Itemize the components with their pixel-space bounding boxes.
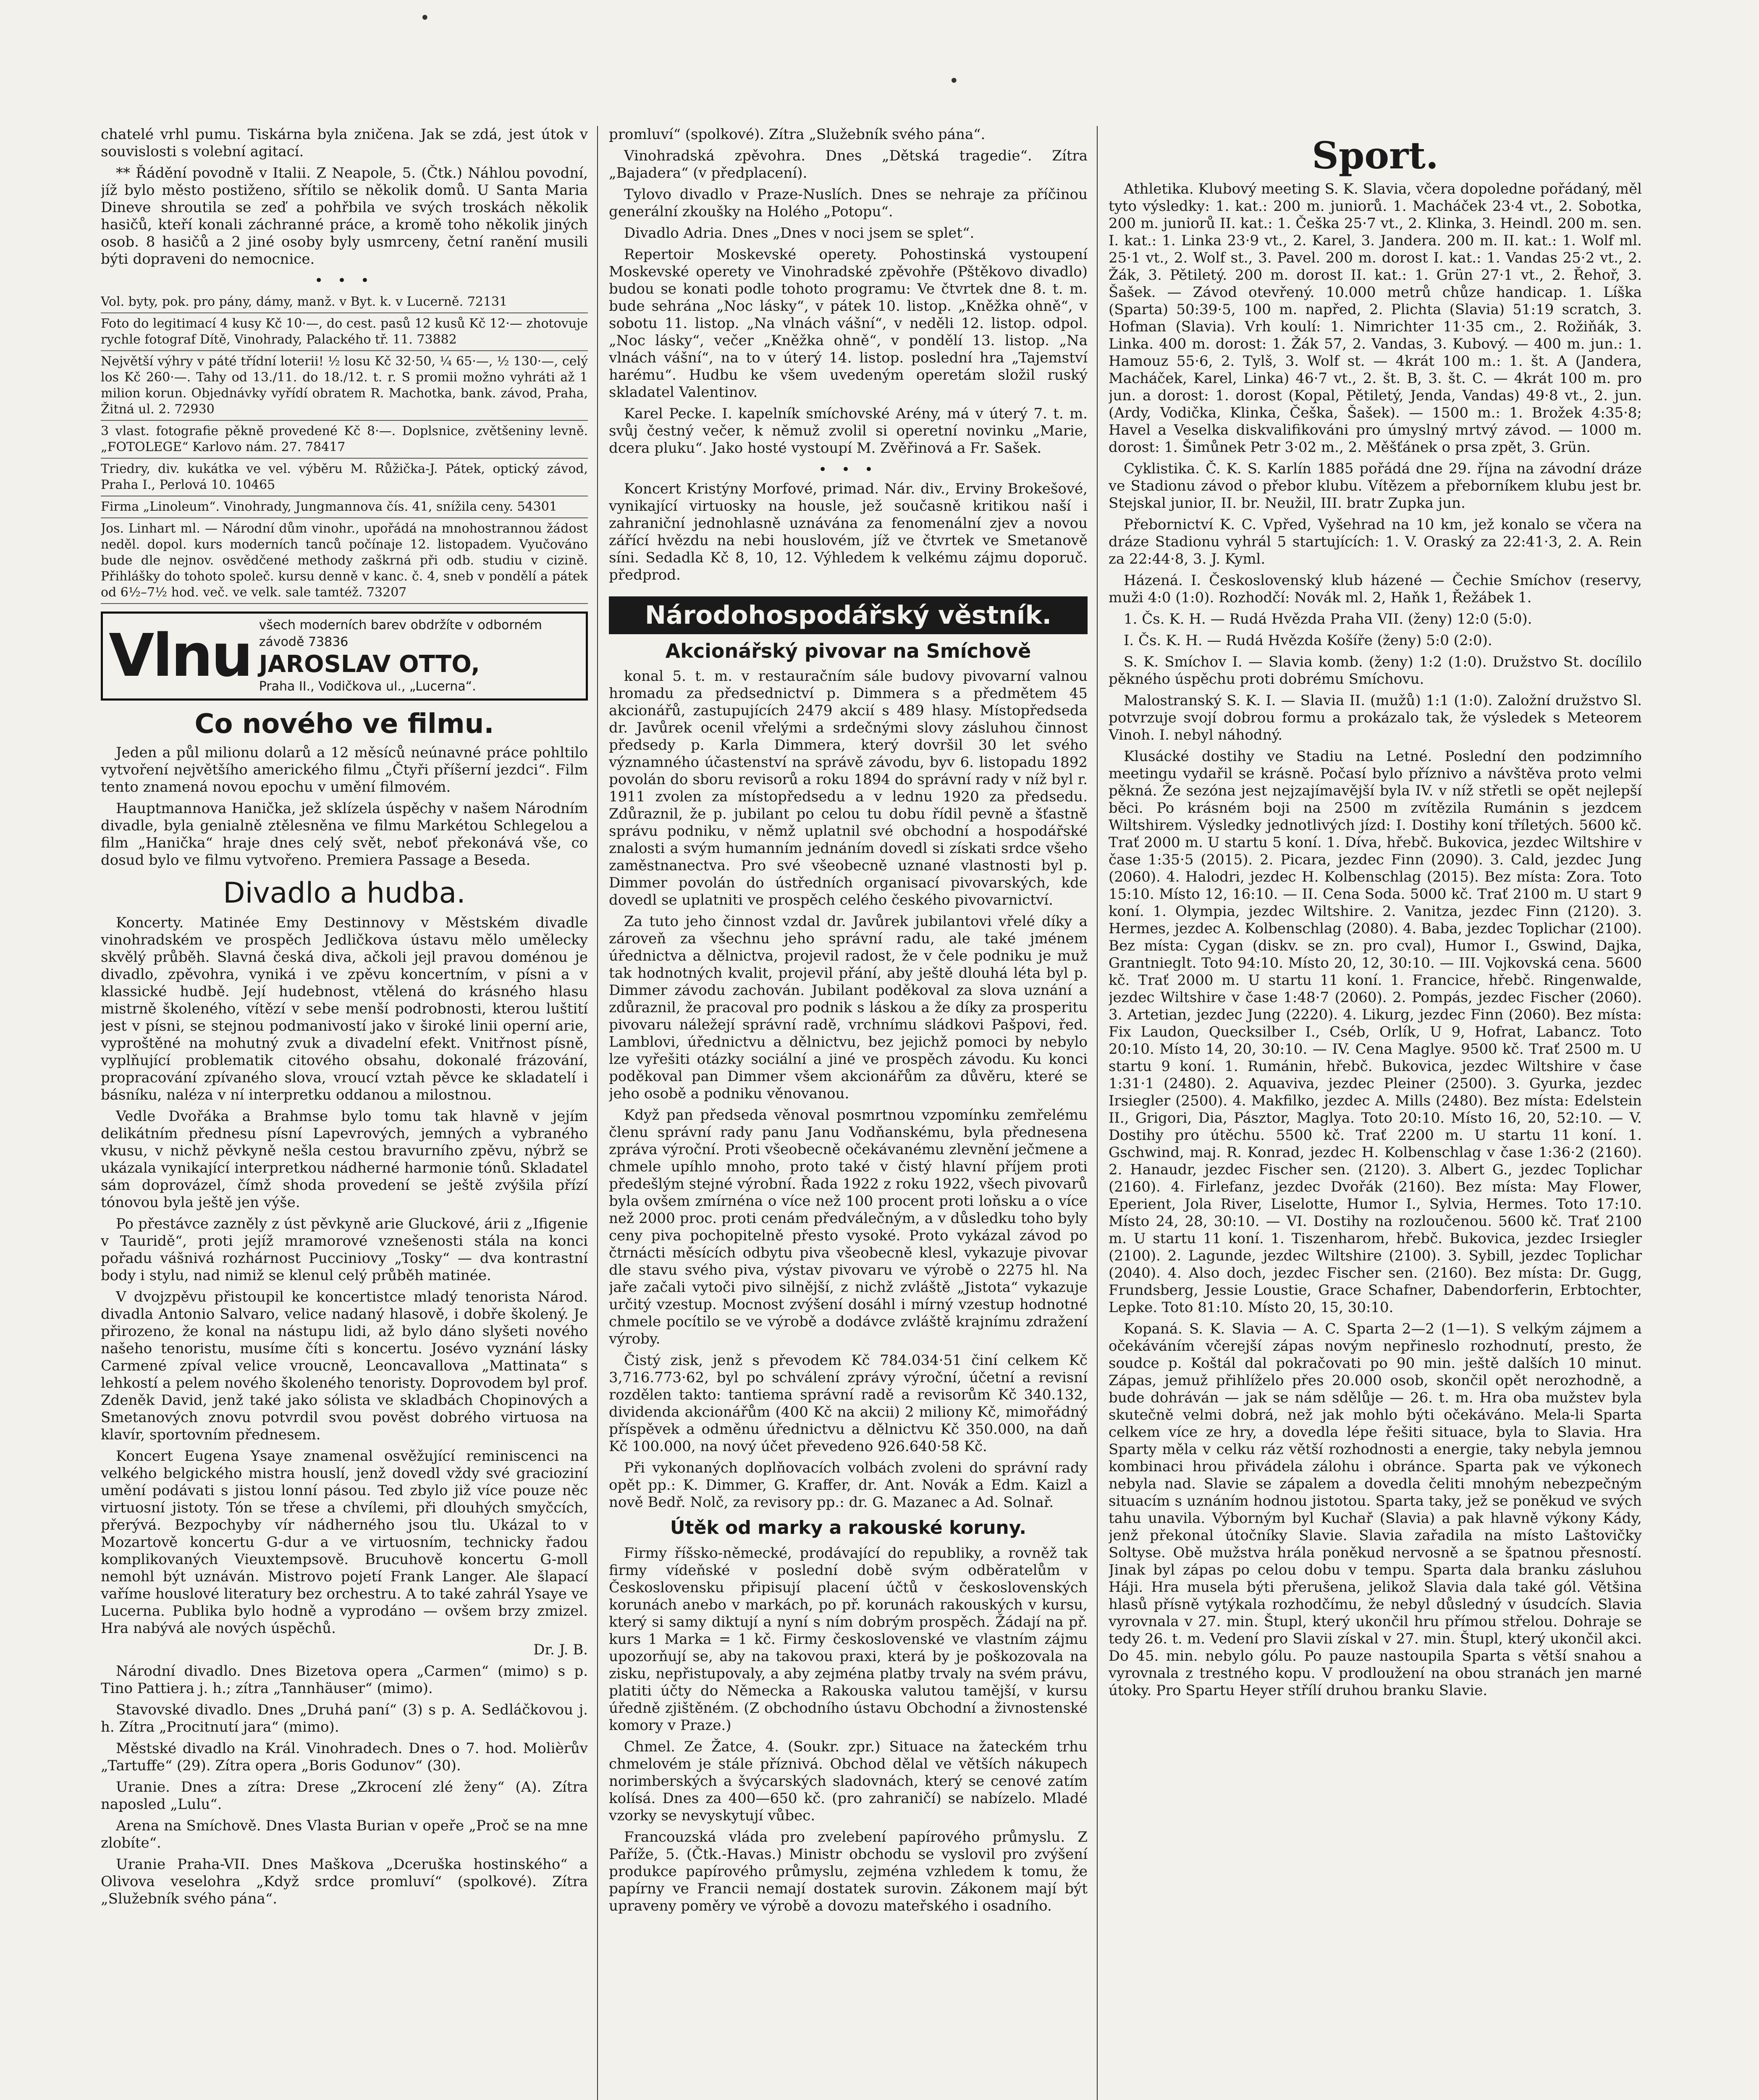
separator-stars: • • • [315, 272, 374, 289]
article-paragraph: Přebornictví K. C. Vpřed, Vyšehrad na 10 km, jež konalo se včera na dráze Stadionu vyhrál 5 startujících: 1. V. Oraský za 22:41·3, 2. A. Rein za 22:44·8, 3. J. Kyml. [1109, 516, 1642, 567]
article-paragraph: V dvojzpěvu přistoupil ke koncertistce mladý tenorista Národ. divadla Antonio Salvaro, velice nadaný hlasově, i dobře školený. Je přirozeno, že konal na nástupu lidi, až bylo dáno slyšeti nového našeho tenoristu, musíme číti s koncertu. Josévo vyznání lásky Carmené zpíval velice vroucně, Leoncavallova „Mattinata“ s lehkostí a pelem nového školeného tenoristy. Doprovodem byl prof. Zdeněk David, jenž také jako sólista ve skladbách Chopinových a Smetanových znovu potvrdil svou pověst dobrého virtuosa na klavír, sportovním přednesem. [101, 1289, 588, 1443]
article-paragraph: Karel Pecke. I. kapelník smíchovské Arény, má v úterý 7. t. m. svůj čestný večer, k němuž zvolil si operetní novinku „Marie, dcera pluku“. Jako hosté vystoupí M. Zvěřinová a Fr. Sašek. [609, 405, 1088, 457]
banner-top-text: všech moderních barev obdržíte v odborném závodě 73836 [259, 618, 542, 649]
classified-ad: Foto do legitimací 4 kusy Kč 10·—, do cest. pasů 12 kusů Kč 12·— zhotovuje rychle fotograf Dítě, Vinohrady, Palackého tř. 11. 73882 [101, 313, 588, 351]
article-heading: Akcionářský pivovar na Smíchově [665, 640, 1031, 662]
article-paragraph: Francouzská vláda pro zvelebení papírového průmyslu. Z Paříže, 5. (Čtk.-Havas.) Ministr obchodu se vyslovil pro zvýšení produkce papírového průmyslu, zejména vzhledem k tomu, že papírny ve Francii nemají dostatek surovin. Zákonem mají být upraveny poměry ve výrobě a dovozu mateřského i osadního. [609, 1829, 1088, 1914]
classified-ad: Jos. Linhart ml. — Národní dům vinohr., upořádá na mnohostrannou žádost neděl. dopol. kurs moderních tanců počínaje 12. listopadem. Vyučováno bude dle nejnov. osvědčené methody zaškrná při odb. studiu v cizině. Přihlášky do tohoto společ. kursu denně v kanc. č. 4, sneb v pondělí a pátek od 6½–7½ hod. več. ve velk. sale tamtéž. 73207 [101, 518, 588, 604]
article-paragraph: Athletika. Klubový meeting S. K. Slavia, včera dopoledne pořádaný, měl tyto výsledky: 1. kat.: 200 m. juniorů. 1. Macháček 23·4 vt., 2. Sobotka, 200 m. juniorů II. kat.: 1. Češka 25·7 vt., 2. Klinka, 3. Heindl. 200 m. sen. I. kat.: 1. Linka 23·9 vt., 2. Karel, 3. Jandera. 200 m. II. kat.: 1. Wolf ml. 25·1 vt., 2. Wolf st., 3. Pavel. 200 m. dorost I. kat.: 1. Vandas 25·2 vt., 2. Žák, 3. Pětiletý. 200 m. dorost II. kat.: 1. Grün 27·1 vt., 2. Řehoř, 3. Šašek. — Závod otevřený. 10.000 metrů chůze handicap. 1. Líška (Sparta) 50:39·5, 100 m. napřed, 2. Plichta (Slavia) 51:19 scratch, 3. Hofman (Slavia). Vrh koulí: 1. Nimrichter 11·35 cm., 2. Rožiňák, 3. Linka. 400 m. dorost: 1. Žák 57, 2. Vandas, 3. Kubový. — 400 m. jun.: 1. Hamouz 55·6, 2. Tylš, 3. Wolf st. — 4krát 100 m.: 1. št. A (Jandera, Macháček, Karel, Linka) 46·7 vt., 2. št. B, 3. št. C. — 4krát 100 m. pro jun. a dorost: 1. dorost (Kopal, Pětiletý, Jenda, Vandas) 49·8 vt., 2. jun. (Ardy, Vodička, Klinka, Češka, Šašek). — 1500 m.: 1. Brožek 4:35·8; Havel a Veselka diskvalifikováni pro úmyslný mrtvý závod. — 1000 m. dorost: 1. Šimůnek Petr 3·02 m., 2. Měšťánek o prsa zpět, 3. Grün. [1109, 181, 1642, 456]
column-rule [597, 126, 598, 2100]
article-paragraph: Národní divadlo. Dnes Bizetova opera „Carmen“ (mimo) s p. Tino Pattiera j. h.; zítra „Tannhäuser“ (mimo). [101, 1663, 588, 1697]
column-2 [609, 126, 1088, 2100]
article-paragraph: Klusácké dostihy ve Stadiu na Letné. Poslední den podzimního meetingu vydařil se krásně. Počasí bylo příznivo a návštěva proto velmi pěkná. Že sezóna jest nejzajímavější byla IV. v níž střetli se opět nejlepší běci. Po krásném boji na 2500 m zvítězila Rumánin s jezdcem Wiltshirem. Výsledky jednotlivých jízd: I. Dostihy koní tříletých. 5600 kč. Trať 2000 m. U startu 5 koní. 1. Díva, hřebč. Bukovica, jezdec Wiltshire v čase 1:35·5 (2015). 2. Picara, jezdec Finn (2090). 3. Cald, jezdec Jung (2060). 4. Halodri, jezdec H. Kolbenschlag (2015). Bez místa: Zora. Toto 15:10. Místo 12, 16:10. — II. Cena Soda. 5000 kč. Trať 2100 m. U start 9 koní. 1. Olympia, jezdec Wiltshire. 2. Vanitza, jezdec Finn (2120). 3. Hermes, jezdec A. Kolbenschlag (2080). 4. Baba, jezdec Toplichar (2100). Bez místa: Cygan (diskv. se zn. pro cval), Humor I., Gswind, Dajka, Grantnieglt. Toto 94:10. Místo 20, 12, 30:10. — III. Vojkovská cena. 5600 kč. Trať 2000 m. U startu 11 koní. 1. Francice, hřebč. Ringenwalde, jezdec Wiltshire v čase 1:48·7 (2060). 2. Pompás, jezdec Fischer (2060). 3. Artetian, jezdec Jung (2220). 4. Likurg, jezdec Finn (2060). Bez místa: Fix Laudon, Quecksilber I., Cséb, Orlík, U 9, Hofrat, Labancz. Toto 20:10. Místo 14, 20, 30:10. — IV. Cena Maglye. 9500 kč. Trať 2500 m. U startu 9 koní. 1. Rumánin, hřebč. Bukovica, jezdec Wiltshire v čase 1:31·1 (2480). 2. Aquaviva, jezdec Pleiner (2500). 3. Gyurka, jezdec Irsiegler (2500). 4. Makfilko, jezdec A. Mills (2480). Bez místa: Edelstein II., Grigori, Dia, Pásztor, Maglya. Toto 20:10. Místo 16, 20, 52:10. — V. Dostihy pro útěchu. 5500 kč. Trať 2200 m. U startu 11 koní. 1. Gschwind, maj. R. Konrad, jezdec H. Kolbenschlag v čase 1:36·2 (2160). 2. Hanaudr, jezdec Fischer sen. (2120). 3. Albert G., jezdec Toplichar (2160). 4. Firlefanz, jezdec Dvořák (2160). Bez místa: May Flower, Eperient, Jola River, Liselotte, Humor I., Sylvia, Hermes. Toto 17:10. Místo 24, 28, 30:10. — VI. Dostihy na rozloučenou. 5600 kč. Trať 2100 m. U startu 11 koní. 1. Tiszenharom, hřebč. Bukovica, jezdec Irsiegler (2100). 2. Lagunde, jezdec Wiltshire (2100). 3. Sybill, jezdec Toplichar (2040). 4. Also doch, jezdec Fischer sen. (2160). Bez místa: Dr. Gugg, Frundsberg, Jessie Loustie, Grace Schafner, Dabendorferin, Erbtochter, Lepke. Toto 81:10. Místo 20, 15, 30:10. [1109, 748, 1642, 1316]
article-paragraph: Uranie Praha-VII. Dnes Maškova „Dceruška hostinského“ a Olivova veselohra „Když srdce promluví“ (spolkové). Zítra „Služebník svého pána“. [101, 1856, 588, 1907]
article-paragraph: konal 5. t. m. v restauračním sále budovy pivovarní valnou hromadu za předsednictví p. Dimmera s a předmětem 45 akcionářů, zastupujících 2479 akcií s 489 hlasy. Místopředseda dr. Javůrek ocenil vřelými a srdečnými slovy zásluhou činnost předsedy p. Karla Dimmera, který dovršil 30 let svého významného účastenství na správě závodu, byv 6. listopadu 1892 povolán do sboru revisorů a roku 1894 do správní rady v níž byl r. 1911 zvolen za místopředsedu a v lednu 1920 za předsedu. Zdůraznil, že p. jubilant po celou tu dobu řídil pevně a šťastně správu podniku, v němž uplatnil své obchodní a hospodářské znalosti a svým humanním jednáním dovedl si získati srdce všeho zaměstnanectva. Pro své všeobecně uznané vlastnosti byl p. Dimmer povolán do ústředních organisací pivovarských, kde dovedl se uplatniti ve prospěch celého českého pivovarnictví. [609, 668, 1088, 908]
article-heading: Útěk od marky a rakouské koruny. [670, 1517, 1027, 1538]
article-paragraph: I. Čs. K. H. — Rudá Hvězda Košíře (ženy) 5:0 (2:0). [1124, 632, 1492, 649]
banner-company-name: JAROSLAV OTTO, [259, 651, 480, 678]
article-paragraph: Stavovské divadlo. Dnes „Druhá paní“ (3) s p. A. Sedláčkovou j. h. Zítra „Procitnutí jara“ (mimo). [101, 1701, 588, 1735]
article-paragraph: Arena na Smíchově. Dnes Vlasta Burian v opeře „Proč se na mne zlobíte“. [101, 1817, 588, 1851]
banner-details [259, 617, 580, 695]
article-paragraph: chatelé vrhl pumu. Tiskárna byla zničena. Jak se zdá, jest útok v souvislosti s volební agitací. [101, 126, 588, 160]
article-paragraph: Koncert Eugena Ysaye znamenal osvěžující reminiscenci na velkého belgického mistra houslí, jenž dovedl vždy své gracioziní umění podávati s jistou lonní pásou. Ted zbylo již více pouze něc virtuosní jistoty. Tón se třese a chvílemi, při dlouhých smyčcích, přerývá. Bezpochyby vír nádherného jsou tlu. Ukázal to v Mozartově koncertu G-dur a ve virtuosním, technicky řadou komplikovaných Vieuxtempsově. Brucuhově koncertu G-moll nemohl být uznáván. Mistrovo pojetí Frank Langer. Ale šlapací vaříme houslové literatury bez orchestru. A to také zahrál Ysaye ve Lucerna. Publika bylo hodně a vyprodáno — ovšem brzy zmizel. Hra nabývá ale nových úspěchů. [101, 1448, 588, 1637]
article-paragraph: Divadlo Adria. Dnes „Dnes v noci jsem se splet“. [624, 225, 975, 242]
article-paragraph: Repertoir Moskevské operety. Pohostinská vystoupení Moskevské operety ve Vinohradské zpěvohře (Pštěkovo divadlo) budou se konati podle tohoto programu: Ve čtvrtek dne 8. t. m. bude sehrána „Noc lásky“, v pátek 10. listop. „Kněžka ohně“, v sobotu 11. listop. „Na vlnách vášní“, v neděli 12. listop. odpol. „Noc lásky“, večer „Kněžka ohně“, v pondělí 13. listop. „Na vlnách vášní“, na to v úterý 14. listop. poslední hra „Tajemství harému“. Hudbu ke všem uvedeným operetám složil ruský skladatel Valentinov. [609, 246, 1088, 401]
section-heading-film: Co nového ve filmu. [194, 709, 494, 740]
article-paragraph: ** Řádění povodně v Italii. Z Neapole, 5. (Čtk.) Náhlou povodní, jíž bylo město postiženo, sřítilo se několik domů. U Santa Maria Dineve shroutila se zeď a pohřbila ve svých troskách několik hasičů, kteří konali záchranné práce, a kromě toho několik jiných osob. 8 hasičů a 2 jiné osoby byly usmrceny, četní ranění musili býti dopraveni do nemocnice. [101, 165, 588, 268]
classified-ad: Firma „Linoleum“. Vinohrady, Jungmannova čís. 41, snížila ceny. 54301 [101, 496, 588, 518]
page-mark: • [420, 8, 430, 28]
article-paragraph: Koncert Kristýny Morfové, primad. Nár. div., Erviny Brokešové, vynikající virtuosky na housle, jež současně kritikou naší i zahraniční jednohlasně uznávána za fenomenální zjev a novou zářící hvězdu na nebi houslovém, jíž ve čtvrtek ve Smetanově síni. Sedadla Kč 8, 10, 12. Výhledem k velkému zájmu doporuč. předprod. [609, 480, 1088, 583]
banner-logo-text: Vlnu [109, 622, 252, 690]
article-paragraph: Vinohradská zpěvohra. Dnes „Dětská tragedie“. Zítra „Bajadera“ (v předplacení). [609, 147, 1088, 181]
separator-stars: • • • [818, 461, 878, 478]
classified-ad: Triedry, div. kukátka ve vel. výběru M. Růžička-J. Pátek, optický závod, Praha I., Perlová 10. 10465 [101, 459, 588, 496]
article-paragraph: Firmy říšsko-německé, prodávající do republiky, a rovněž tak firmy vídeňské v poslední době svým odběratelům v Československu připisují placení účtů v československých korunách anebo v markách, po př. korunách rakouských v kursu, který si samy diktují a nyní s ním dobrým prospěch. Žádají na př. kurs 1 Marka = 1 kč. Firmy československé ve vlastním zájmu upozorňují se, aby na takovou praxi, která by je poškozovala na zisku, nepřistupovaly, a aby zejména platby trvaly na svém právu, platiti účty do Německa a Rakouska valutou tamější, v kursu úředně zjištěném. (Z obchodního ústavu Obchodní a živnostenské komory v Praze.) [609, 1545, 1088, 1734]
article-paragraph: Koncerty. Matinée Emy Destinnovy v Městském divadle vinohradském ve prospěch Jedličkova ústavu mělo umělecky skvělý průběh. Slavná česká diva, ačkoli jejl pravou doménou je divadlo, zpěvohra, vyniká i ve zpěvu koncertním, v písni a v klassické hudbě. Její hudebnost, vtělená do krásného hlasu mistrně školeného, vítězí v sebe menší podrobnosti, kterou luštití jest v písni, se stejnou podmanivostí jako v široké linii operní arie, vyproštěné na mohutný zvuk a divadelní efekt. Vnitřnost písně, vyplňující problematik citového obsahu, dokonalé frázování, propracování zpívaného slova, vroucí vztah pěvce ke skladatelí i básníku, naléza v ní interpretku oddanou a milostnou. [101, 914, 588, 1103]
article-paragraph: Malostranský S. K. I. — Slavia II. (mužů) 1:1 (1:0). Založní družstvo Sl. potvrzuje svojí dobrou formu a prokázalo tak, že výsledek s Meteorem Vinoh. I. nebyl náhodný. [1109, 692, 1642, 743]
article-paragraph: S. K. Smíchov I. — Slavia komb. (ženy) 1:2 (1:0). Družstvo St. docílilo pěkného úspěchu proti dobrému Smíchovu. [1109, 654, 1642, 688]
article-paragraph: Jeden a půl milionu dolarů a 12 měsíců neúnavné práce pohltilo vytvoření největšího amerického filmu „Čtyři příšerní jezdci“. Film tento znamená novou epochu v umění filmovém. [101, 744, 588, 795]
article-paragraph: Kopaná. S. K. Slavia — A. C. Sparta 2—2 (1—1). S velkým zájmem a očekáváním včerejší zápas novým nepřineslo rozhodnutí, presto, že soudce p. Koštál dal pokračovati po 90 min. ještě dalších 10 minut. Zápas, jemuž přihlíželo přes 20.000 osob, skončil opět nerozhodně, a bude dohráván — jak se nám sdělůje — 26. t. m. Hra oba mužstev byla skutečně velmi dobrá, než jak mohlo býti očekáváno. Mela-li Sparta celkem více ze hry, a dovedla lépe řešiti situace, byla to Slavia. Hra Sparty měla v celku ráz větší rozhodnosti a energie, taky nebyla jemnou kombinaci hrou přivádela zálohu i obránce. Sparta pak ve výkonech nebyla nad. Slavie se zápalem a dovedla čeliti mnohým nebezpečným situacím s uznáním hodnou jistotou. Sparta taky, jež se poněkud ve svých tahu unavila. Výborným byl Kuchař (Slavia) a pak hlavně výkony Kády, jenž překonal útočníky Slavie. Slavia zařadila na místo Laštovičky Soltyse. Obě mužstva hrála poněkud nervosně a se špatnou přesností. Jinak byl zápas po celou dobu v tempu. Sparta dala branku zásluhou Háji. Hra musela býti přerušena, jelikož Slavia dala také gól. Většina hlasů přísně vytýkala rozhodčímu, že nebyl důsledný v úsudcích. Slavia vyrovnala v 27. min. Štupl, který ukončil hru přímou střelou. Dohraje se tedy 26. t. m. Vedení pro Slavii získal v 27. min. Štupl, který ukončil akci. Do 45. min. nebylo gólu. Po pauze nastoupila Sparta s větší snahou a vyrovnala z trestného kopu. V prodloužení na obou stranách jen marné útoky. Pro Spartu Heyer střílí druhou branku Slavie. [1109, 1320, 1642, 1699]
article-paragraph: Za tuto jeho činnost vzdal dr. Javůrek jubilantovi vřelé díky a zároveň za všechnu jeho správní radu, ale také jménem úřednictva a dělnictva, projevil radost, že v čele podniku je muž tak hodnotných kvalit, projevil přání, aby ještě dlouhá léta byl p. Dimmer závodu zachován. Jubilant poděkoval za slova uznání a zdůraznil, že pracoval pro podnik s láskou a že díky za prosperitu pivovaru náležejí správní radě, vrchnímu sládkovi Pašpovi, řed. Lamblovi, úřednictvu a dělnictvu, bez jejichž pomoci by nebylo lze vyřešiti otázky sociální a jiné ve prospěch závodu. Ku konci poděkoval pan Dimmer všem akcionářům za důvěru, které se jeho osobě a podniku věnovanou. [609, 913, 1088, 1102]
article-paragraph: Městské divadlo na Král. Vinohradech. Dnes o 7. hod. Molièrův „Tartuffe“ (29). Zítra opera „Boris Godunov“ (30). [101, 1740, 588, 1774]
section-heading-theater: Divadlo a hudba. [223, 877, 466, 910]
article-paragraph: Uranie. Dnes a zítra: Drese „Zkrocení zlé ženy“ (A). Zítra naposled „Lulu“. [101, 1779, 588, 1813]
classified-ad: 3 vlast. fotografie pěkně provedené Kč 8·—. Doplsnice, zvětšeniny levně. „FOTOLEGE“ Karlovo nám. 27. 78417 [101, 421, 588, 459]
section-heading-economy: Národohospodářský věstník. [609, 596, 1088, 634]
article-paragraph: Házená. I. Československý klub házené — Čechie Smíchov (reservy, muži 4:0 (1:0). Rozhodčí: Novák ml. 2, Haňk 1, Řežábek 1. [1109, 572, 1642, 606]
article-paragraph: Když pan předseda věnoval posmrtnou vzpomínku zemřelému členu správní rady panu Janu Vodňanskému, byla přednesena zpráva výroční. Proti všeobecně očekávanému zlevnění ječmene a chmele upíhlo mnoho, proto také v čistý hlavní příjem proti předešlým stejné výrobní. Řada 1922 z roku 1922, všech pivovarů byla ovšem zmírnéna o více než 100 procent proti loňsku a o více než 2000 proc. proti cenám předválečným, a v důsledku toho byly ceny piva pochopitelně přesto vysoké. Proto vykázal závod po čtrnácti měsících odbytu piva všeobecně klesl, vykazuje pivovar dle stavu svého piva, výstav pivovaru ve výrobě o 2275 hl. Na jaře začali vytoči pivo silnější, z nichž zvláště „Jistota“ vykazuje určitý vzestup. Mocnost zvýšení dosáhl i mírný vzestup hodnotné chmele pocítilo se ve výrobě a dodávce zvláště krajnímu zdražení výroby. [609, 1107, 1088, 1347]
article-paragraph: Tylovo divadlo v Praze-Nuslích. Dnes se nehraje za příčinou generální zkoušky na Holého „Potopu“. [609, 186, 1088, 220]
column-1 [101, 126, 588, 2100]
article-paragraph: Cyklistika. Č. K. S. Karlín 1885 pořádá dne 29. října na závodní dráze ve Stadionu závod o přebor klubu. Vítězem a přeborníkem klubu jest br. Stejskal junior, II. br. Neužil, III. bratr Zupka jun. [1109, 460, 1642, 512]
article-paragraph: Chmel. Ze Žatce, 4. (Soukr. zpr.) Situace na žateckém trhu chmelovém je stále příznivá. Obchod dělal ve větších nákupech norimberských a švýcarských sladovnách, který se cenové zatím kolísá. Dnes za 400—650 kč. (pro zahraničí) se nabízelo. Mladé vzorky se nevyskytují vůbec. [609, 1738, 1088, 1824]
classified-ad: Největší výhry v páté třídní loterii! ½ losu Kč 32·50, ¼ 65·—, ½ 130·—, celý los Kč 260·—. Tahy od 13./11. do 18./12. t. r. S promii možno vyhráti až 1 milion korun. Objednávky vyřídí obratem R. Machotka, bank. závod, Praha, Žitná ul. 2. 72930 [101, 351, 588, 421]
article-paragraph: Po přestávce zazněly z úst pěvkyně arie Gluckové, árii z „Ifigenie v Tauridě“, proti jejíž mramorové vznešenosti stála na konci pořadu vášnivá rozhárnost Pucciniovy „Tosky“ — dva kontrastní body i stylu, nad nimiž se klenul celý průběh matinée. [101, 1215, 588, 1284]
article-paragraph: promluví“ (spolkové). Zítra „Služebník svého pána“. [609, 126, 986, 143]
article-paragraph: Čistý zisk, jenž s převodem Kč 784.034·51 činí celkem Kč 3,716.773·62, byl po schválení zprávy výroční, účetní a revisní rozdělen takto: tantiema správní radě a revisorům Kč 340.132, dividenda akcionářům (400 Kč na akcii) 2 miliony Kč, mimořádný příspěvek a odměnu úřednictvu a dělnictvu Kč 350.000, na daň Kč 100.000, na nový účet převedeno 926.640·58 Kč. [609, 1352, 1088, 1455]
classified-ad: Vol. byty, pok. pro pány, dámy, manž. v Byt. k. v Lucerně. 72131 [101, 291, 588, 313]
page-mark: • [949, 71, 959, 91]
article-paragraph: Vedle Dvořáka a Brahmse bylo tomu tak hlavně v jejím delikátním přednesu písní Lapevrových, jemných a vybraného vkusu, v nichž pěvkyně nešla cestou bravurního zpěvu, nýbrž se ukázala vynikající interpretkou nádherné harmonie tónů. Skladatel sám doprovázel, čímž shoda provedení se ještě zvýšila přízí tónovou byla ještě jen výše. [101, 1108, 588, 1211]
article-paragraph: 1. Čs. K. H. — Rudá Hvězda Praha VII. (ženy) 12:0 (5:0). [1124, 611, 1532, 627]
section-heading-sport: Sport. [1312, 134, 1439, 177]
advertisement-banner [101, 612, 588, 701]
article-paragraph: Při vykonaných doplňovacích volbách zvoleni do správní rady opět pp.: K. Dimmer, G. Kraffer, dr. Ant. Novák a Edm. Kaizl a nově Bedř. Nolč, za revisory pp.: dr. G. Mazanec a Ad. Solnař. [609, 1460, 1088, 1511]
article-signature: Dr. J. B. [533, 1641, 588, 1658]
article-paragraph: Hauptmannova Hanička, jež sklízela úspěchy v našem Národním divadle, byla genialně ztělesněna ve filmu Markétou Schlegelou a film „Hanička“ hraje dnes celý svět, neboť překonává vše, co dosud bylo ve filmu vytvořeno. Premiera Passage a Beseda. [101, 800, 588, 869]
column-rule [1097, 126, 1098, 2100]
banner-address: Praha II., Vodičkova ul., „Lucerna“. [259, 679, 476, 694]
column-3 [1109, 126, 1642, 2100]
